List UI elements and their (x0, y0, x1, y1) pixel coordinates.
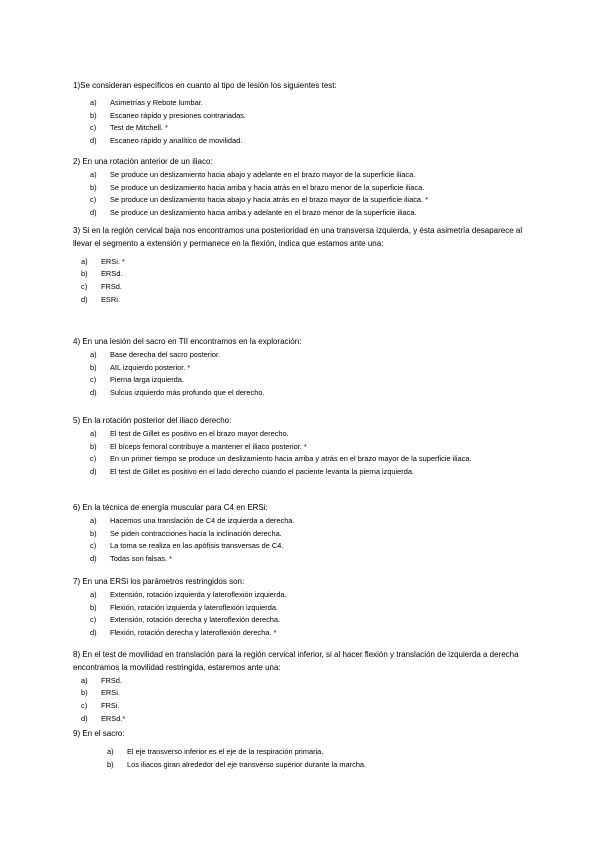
option-text: El bíceps femoral contribuye a mantener el iliaco posterior. * (110, 441, 307, 451)
option-text: Se produce un deslizamiento hacia arriba y adelante en el brazo menor de la superficie iliaca. (110, 208, 417, 218)
option-letter: c) (81, 282, 88, 292)
option-list (73, 428, 533, 479)
option-letter: c) (90, 123, 97, 133)
option-letter: a) (90, 515, 97, 525)
option-text: ERSi. (101, 688, 120, 698)
option-b (107, 759, 533, 772)
option-text: Todas son falsas. * (110, 554, 173, 564)
option-text: ERSd.* (101, 713, 126, 723)
option-letter: a) (81, 256, 88, 266)
option-text: FRSd. (101, 675, 122, 685)
option-text: Base derecha del sacro posterior. (110, 349, 221, 359)
option-a (90, 97, 533, 110)
option-b (90, 441, 533, 454)
option-text: Los iliacos giran alrededor del eje transverso superior durante la marcha. (127, 759, 367, 769)
option-c (90, 614, 533, 627)
option-d (90, 466, 533, 479)
option-text: ERSd. (101, 269, 123, 279)
option-list (73, 97, 533, 148)
option-letter: c) (90, 454, 97, 464)
option-text: Escaneo rápido y presiones contrariadas. (110, 110, 246, 120)
option-text: En un primer tiempo se produce un deslizamiento hacia arriba y atrás en el brazo mayor de la superficie iliaca. (110, 454, 472, 464)
option-letter: a) (90, 589, 97, 599)
option-c (90, 194, 533, 207)
option-c (90, 122, 533, 135)
question-6 (73, 502, 533, 566)
option-text: El eje transverso inferior es el eje de la respiración primaria. (127, 746, 324, 756)
question-text: 3) Si en la región cervical baja nos encontramos una posterioridad en una transversa izquierda, y ésta asimetría desaparece al llevar el segmento a extensión y permanece en la flexión, indica que estamos ante una: (73, 226, 523, 248)
option-text: Se produce un deslizamiento hacia abajo y hacia atrás en el brazo mayor de la superficie iliaca. * (110, 195, 428, 205)
option-d (81, 713, 533, 726)
question-text: 5) En la rotación posterior del iliaco derecho: (73, 416, 232, 425)
option-d (90, 553, 533, 566)
option-list (73, 589, 533, 640)
question-8 (73, 649, 533, 726)
option-letter: c) (90, 615, 97, 625)
option-text: Escaneo rápido y analítico de movilidad. (110, 136, 243, 146)
option-letter: a) (90, 97, 97, 107)
option-letter: c) (90, 375, 97, 385)
option-a (81, 675, 533, 688)
option-text: AIL izquierdo posterior. * (110, 362, 191, 372)
option-b (90, 110, 533, 123)
option-letter: d) (90, 208, 97, 218)
question-5 (73, 415, 533, 479)
option-letter: b) (81, 688, 88, 698)
option-text: Test de Mitchell. * (110, 123, 168, 133)
option-list (73, 349, 533, 400)
option-letter: c) (81, 701, 88, 711)
option-letter: b) (90, 110, 97, 120)
option-d (90, 387, 533, 400)
option-letter: a) (81, 675, 88, 685)
option-text: ERSi. * (101, 256, 125, 266)
option-b (90, 528, 533, 541)
option-letter: b) (90, 182, 97, 192)
option-letter: d) (90, 628, 97, 638)
option-c (90, 453, 533, 466)
option-a (90, 349, 533, 362)
option-list (73, 746, 533, 772)
option-a (90, 515, 533, 528)
option-list (73, 256, 533, 307)
option-letter: d) (90, 554, 97, 564)
question-text: 6) En la técnica de energía muscular para C4 en ERSi: (73, 503, 268, 512)
option-text: Se piden contracciones hacia la inclinación derecha. (110, 528, 282, 538)
option-b (90, 182, 533, 195)
option-text: ESRi. (101, 294, 120, 304)
option-text: Pierna larga izquierda. (110, 375, 184, 385)
question-3 (73, 225, 533, 307)
option-b (81, 687, 533, 700)
option-text: El test de Gillet es positivo en el lado derecho cuando el paciente levanta la pierna izquierda. (110, 467, 415, 477)
option-a (81, 256, 533, 269)
option-text: Extensión, rotación izquierda y lateroflexión izquierda. (110, 589, 287, 599)
option-text: Se produce un deslizamiento hacia arriba y hacia atrás en el brazo menor de la superficie iliaca. (110, 182, 425, 192)
option-letter: b) (90, 362, 97, 372)
question-7 (73, 576, 533, 640)
question-text: 7) En una ERSi los parámetros restringidos son: (73, 577, 245, 586)
option-letter: c) (90, 541, 97, 551)
option-letter: b) (90, 602, 97, 612)
option-text: FRSd. (101, 282, 122, 292)
option-a (90, 169, 533, 182)
question-9 (73, 728, 533, 771)
option-list (73, 515, 533, 566)
option-d (90, 627, 533, 640)
question-1 (73, 80, 533, 148)
question-text: 8) En el test de movilidad en translación para la región cervical inferior, si al hacer flexión y translación de izquierda a derecha encontramos la movilidad restringida, estaremos ante una: (73, 650, 519, 672)
option-c (90, 374, 533, 387)
option-letter: d) (81, 713, 88, 723)
option-letter: a) (90, 349, 97, 359)
option-letter: a) (90, 428, 97, 438)
option-letter: b) (90, 528, 97, 538)
option-text: La toma se realiza en las apófisis transversas de C4. (110, 541, 284, 551)
option-text: Extensión, rotación derecha y lateroflexión derecha. (110, 615, 281, 625)
option-a (90, 428, 533, 441)
option-text: Hacemos una translación de C4 de izquierda a derecha. (110, 515, 295, 525)
option-list (73, 169, 533, 220)
option-b (90, 362, 533, 375)
option-d (81, 294, 533, 307)
option-b (81, 268, 533, 281)
question-text: 1)Se consideran específicos en cuanto al tipo de lesión los siguientes test: (73, 81, 337, 90)
option-c (81, 281, 533, 294)
option-d (90, 207, 533, 220)
question-text: 4) En una lesión del sacro en TII encontramos en la exploración: (73, 337, 302, 346)
question-2 (73, 156, 533, 220)
option-list (73, 675, 533, 726)
option-a (107, 746, 533, 759)
question-text: 9) En el sacro: (73, 729, 125, 738)
option-d (90, 135, 533, 148)
option-letter: b) (90, 441, 97, 451)
option-letter: b) (107, 759, 114, 769)
question-text: 2) En una rotación anterior de un iliaco: (73, 157, 213, 166)
option-text: Flexión, rotación derecha y lateroflexión derecha. * (110, 628, 277, 638)
option-text: Sulcus izquierdo más profundo que el derecho. (110, 388, 265, 398)
option-letter: d) (90, 388, 97, 398)
option-text: Asimetrías y Rebote lumbar. (110, 97, 203, 107)
option-text: FRSi. (101, 701, 120, 711)
option-letter: d) (90, 467, 97, 477)
option-a (90, 589, 533, 602)
option-letter: a) (90, 169, 97, 179)
option-letter: a) (107, 746, 114, 756)
option-letter: c) (90, 195, 97, 205)
option-letter: d) (90, 136, 97, 146)
option-c (81, 700, 533, 713)
option-b (90, 602, 533, 615)
option-text: Se produce un deslizamiento hacia abajo y adelante en el brazo mayor de la superficie iliaca. (110, 169, 416, 179)
option-text: El test de Gillet es positivo en el brazo mayor derecho. (110, 428, 289, 438)
option-c (90, 540, 533, 553)
option-text: Flexión, rotación izquierda y lateroflexión izquierda. (110, 602, 279, 612)
option-letter: d) (81, 294, 88, 304)
option-letter: b) (81, 269, 88, 279)
question-4 (73, 336, 533, 400)
